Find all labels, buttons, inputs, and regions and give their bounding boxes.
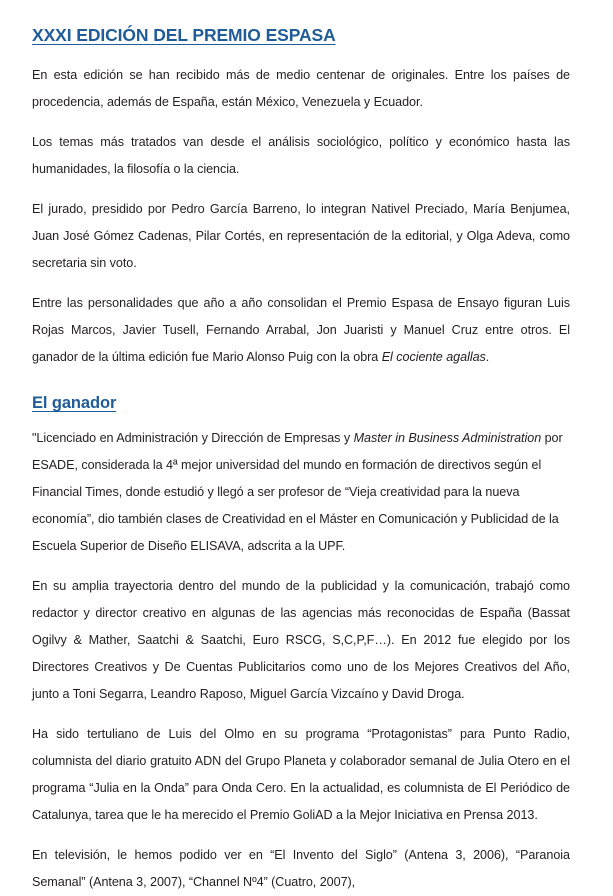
paragraph: "Licenciado en Administración y Dirección de Empresas y Master in Business Administration por ESADE, considerada la 4ª mejor universidad del mundo en formación de directivos según el Financial Times, donde estudió y llegó a ser profesor de “Vieja creatividad para la nueva economía”, dio también clases de Creatividad en el Máster en Comunicación y Publicidad de la Escuela Superior de Diseño ELISAVA, adscrita a la UPF. xyxy=(32,431,563,553)
italic-text: Master in Business Administration xyxy=(353,431,542,445)
page-title: XXXI EDICIÓN DEL PREMIO ESPASA xyxy=(32,25,336,45)
paragraph: En su amplia trayectoria dentro del mundo de la publicidad y la comunicación, trabajó como redactor y director creativo en algunas de las agencias más reconocidas de España (Bassat Ogilvy & Mather, Saatchi & Saatchi, Euro RSCG, S,C,P,F…). En 2012 fue elegido por los Directores Creativos y De Cuentas Publicitarios como uno de los Mejores Creativos del Año, junto a Toni Segarra, Leandro Raposo, Miguel García Vizcaíno y David Droga. xyxy=(32,579,570,701)
section-heading-el-ganador: El ganador xyxy=(32,394,117,412)
paragraph: En esta edición se han recibido más de medio centenar de originales. Entre los países de procedencia, además de España, están México, Venezuela y Ecuador. xyxy=(32,68,570,109)
paragraph: En televisión, le hemos podido ver en “El Invento del Siglo” (Antena 3, 2006), “Paranoia Semanal” (Antena 3, 2007), “Channel Nº4” (Cuatro, 2007), xyxy=(32,848,570,889)
document-body xyxy=(32,0,570,896)
paragraph: Los temas más tratados van desde el análisis sociológico, político y económico hasta las humanidades, la filosofía o la ciencia. xyxy=(32,135,570,176)
paragraph: El jurado, presidido por Pedro García Barreno, lo integran Nativel Preciado, María Benjumea, Juan José Gómez Cadenas, Pilar Cortés, en representación de la editorial, y Olga Adeva, como secretaria sin voto. xyxy=(32,202,570,270)
paragraph: Entre las personalidades que año a año consolidan el Premio Espasa de Ensayo figuran Luis Rojas Marcos, Javier Tusell, Fernando Arrabal, Jon Juaristi y Manuel Cruz entre otros. El ganador de la última edición fue Mario Alonso Puig con la obra El cociente agallas. xyxy=(32,296,570,364)
paragraph: Ha sido tertuliano de Luis del Olmo en su programa “Protagonistas” para Punto Radio, columnista del diario gratuito ADN del Grupo Planeta y colaborador semanal de Julia Otero en el programa “Julia en la Onda” para Onda Cero. En la actualidad, es columnista de El Periódico de Catalunya, tarea que le ha merecido el Premio GoliAD a la Mejor Iniciativa en Prensa 2013. xyxy=(32,727,570,822)
italic-text: El cociente agallas xyxy=(381,350,486,364)
